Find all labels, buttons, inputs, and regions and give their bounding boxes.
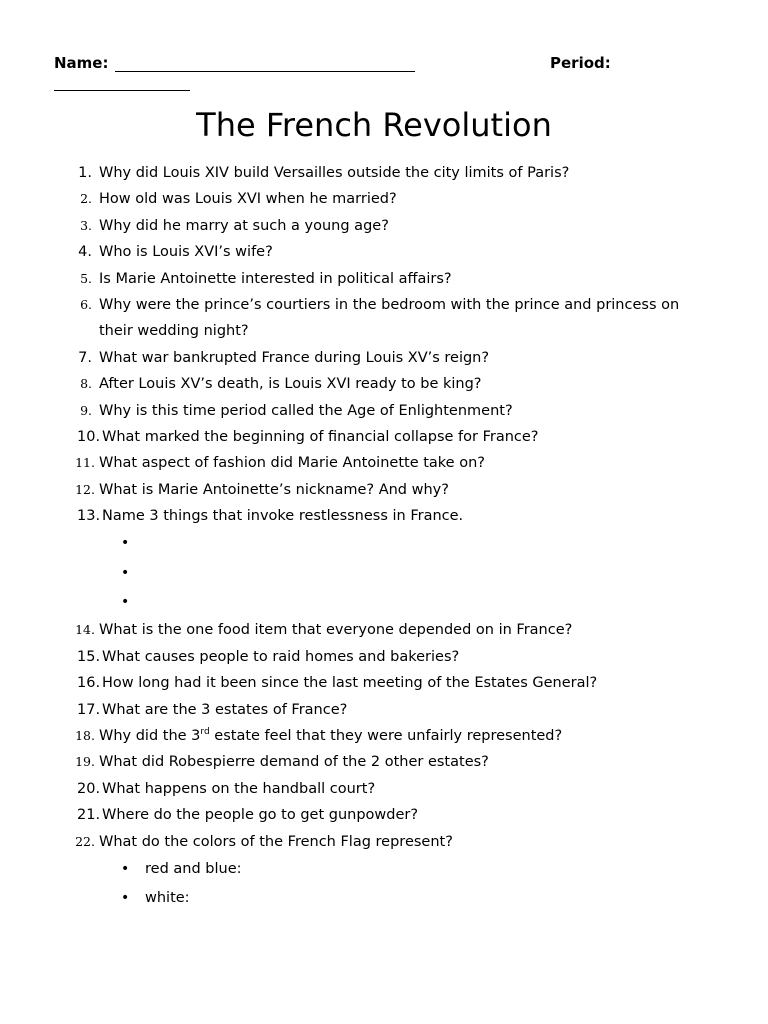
question-6 (0, 292, 768, 345)
question-number: 11. (75, 455, 95, 471)
question-number: 16. (77, 675, 101, 692)
question-text: What causes people to raid homes and bakeries? (102, 648, 460, 665)
question-text: Why did he marry at such a young age? (99, 217, 389, 234)
question-text (99, 723, 699, 749)
question-text: Name 3 things that invoke restlessness in France. (102, 508, 464, 525)
question-22 (0, 829, 768, 855)
question-number: 7. (78, 349, 92, 366)
question-text: How long had it been since the last meeting of the Estates General? (102, 675, 598, 692)
question-10 (0, 424, 768, 450)
flag-color-bullet (0, 884, 768, 913)
question-17 (0, 697, 768, 723)
question-18 (0, 723, 768, 749)
question-number: 17. (77, 701, 101, 718)
flag-color-label: white: (145, 890, 190, 907)
bullet-icon: • (121, 535, 130, 552)
question-text: What marked the beginning of financial collapse for France? (102, 428, 539, 445)
question-text: Is Marie Antoinette interested in political affairs? (99, 270, 452, 287)
question-number: 2. (80, 191, 92, 207)
question-text: What is the one food item that everyone depended on in France? (99, 622, 573, 639)
header-row (54, 54, 714, 76)
question-text: What aspect of fashion did Marie Antoinette take on? (99, 455, 485, 472)
ordinal-suffix: rd (200, 726, 210, 737)
question-21 (0, 802, 768, 828)
question-text: What war bankrupted France during Louis XV’s reign? (99, 349, 490, 366)
question-13 (0, 503, 768, 529)
question-number: 14. (75, 622, 95, 638)
question-number: 19. (75, 754, 95, 770)
question-1 (0, 160, 768, 186)
flag-color-label: red and blue: (145, 860, 242, 877)
bullet-icon: • (121, 860, 130, 877)
period-label: Period: (550, 54, 611, 72)
question-4 (0, 239, 768, 265)
question-number: 1. (78, 165, 92, 181)
question-8 (0, 371, 768, 397)
question-12 (0, 477, 768, 503)
question-number: 3. (80, 217, 92, 233)
question-20 (0, 776, 768, 802)
question-text: Why were the prince’s courtiers in the bedroom with the prince and princess on their wedding night? (99, 296, 680, 340)
question-number: 15. (77, 648, 101, 665)
question-text: What happens on the handball court? (102, 780, 376, 797)
question-number: 20. (77, 780, 101, 797)
question-text-end: estate feel that they were unfairly represented? (209, 727, 563, 744)
period-blank-line[interactable] (54, 90, 190, 91)
question-text: What do the colors of the French Flag represent? (99, 833, 453, 850)
question-3 (0, 213, 768, 239)
flag-color-bullet (0, 855, 768, 884)
question-number: 21. (77, 807, 101, 824)
page-title: The French Revolution (196, 106, 552, 144)
question-text: How old was Louis XVI when he married? (99, 191, 397, 208)
question-text: What did Robespierre demand of the 2 other estates? (99, 754, 489, 771)
question-number: 22. (75, 833, 95, 849)
question-number: 13. (77, 508, 101, 525)
answer-bullet (0, 559, 768, 588)
question-2 (0, 186, 768, 212)
question-text: Why is this time period called the Age of Enlightenment? (99, 402, 513, 419)
question-14 (0, 617, 768, 643)
answer-bullet (0, 588, 768, 617)
name-label: Name: (54, 54, 109, 72)
answer-bullet (0, 529, 768, 558)
question-number: 18. (75, 727, 95, 743)
question-number: 4. (78, 244, 92, 261)
question-15 (0, 644, 768, 670)
question-number: 8. (80, 376, 92, 392)
question-text: Where do the people go to get gunpowder? (102, 807, 419, 824)
question-list (0, 160, 768, 913)
question-7 (0, 345, 768, 371)
question-19 (0, 749, 768, 775)
question-number: 10. (77, 428, 101, 445)
question-16 (0, 670, 768, 696)
question-text: What are the 3 estates of France? (102, 701, 348, 718)
question-text: Who is Louis XVI’s wife? (99, 244, 273, 261)
question-text: After Louis XV’s death, is Louis XVI ready to be king? (99, 376, 482, 393)
question-number: 9. (80, 402, 92, 418)
question-number: 6. (80, 296, 92, 312)
question-number: 5. (80, 270, 92, 286)
question-5 (0, 266, 768, 292)
question-11 (0, 450, 768, 476)
name-blank-line[interactable] (115, 71, 415, 72)
question-9 (0, 398, 768, 424)
bullet-icon: • (121, 564, 130, 581)
bullet-icon: • (121, 890, 130, 907)
question-text: Why did Louis XIV build Versailles outside the city limits of Paris? (99, 165, 570, 181)
question-text-start: Why did the 3 (99, 727, 201, 744)
question-text: What is Marie Antoinette’s nickname? And why? (99, 481, 449, 498)
bullet-icon: • (121, 594, 130, 611)
question-number: 12. (75, 481, 95, 497)
